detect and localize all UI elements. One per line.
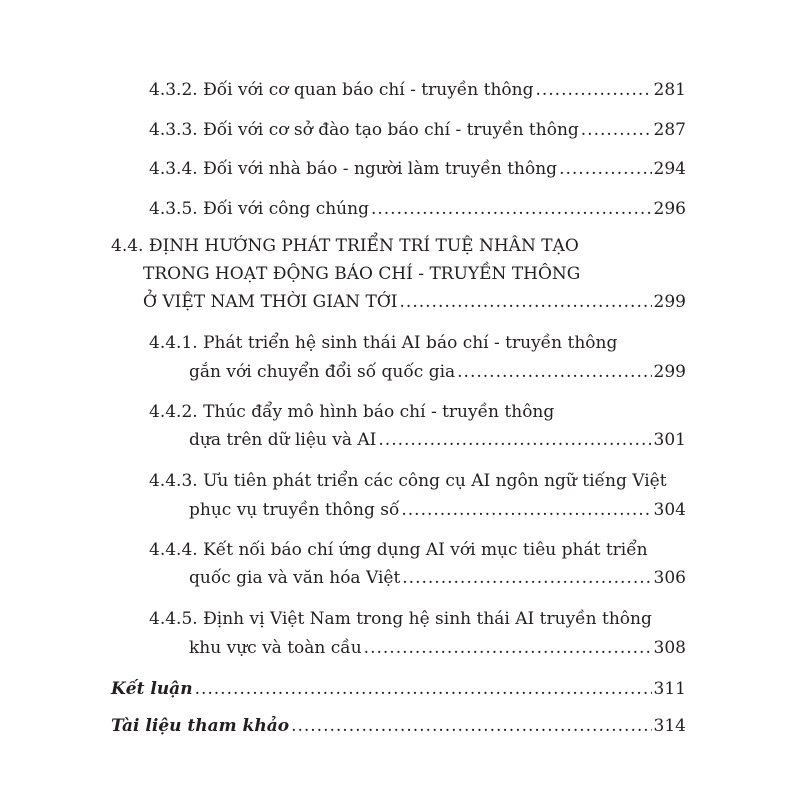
page-number: 301	[653, 430, 686, 450]
toc-entry-4-4-3-line1	[149, 469, 667, 493]
entry-title: Ở VIỆT NAM THỜI GIAN TỚI	[143, 292, 398, 312]
page-number: 304	[653, 500, 686, 520]
dot-leader	[535, 78, 651, 102]
page-number: 311	[653, 679, 686, 699]
page-number: 308	[653, 638, 686, 658]
page-number: 294	[653, 159, 686, 179]
page-number: 296	[653, 199, 686, 219]
dot-leader	[581, 118, 652, 142]
toc-entry-4-4-1-line2	[189, 360, 686, 384]
page-number: 287	[653, 120, 686, 140]
entry-title: 4.3.5. Đối với công chúng	[149, 199, 369, 219]
toc-entry-4-4-line2	[143, 262, 580, 286]
toc-entry-4-4-2-line2	[189, 428, 686, 452]
entry-title: 4.4.3. Ưu tiên phát triển các công cụ AI ngôn ngữ tiếng Việt	[149, 471, 667, 491]
entry-title: 4.3.2. Đối với cơ quan báo chí - truyền thông	[149, 80, 534, 100]
entry-title: Tài liệu tham khảo	[111, 716, 290, 736]
page-number: 306	[653, 568, 686, 588]
page-number: 299	[653, 362, 686, 382]
dot-leader	[371, 197, 652, 221]
entry-title: 4.3.4. Đối với nhà báo - người làm truyền thông	[149, 159, 558, 179]
toc-entry-4-3-3	[149, 118, 686, 142]
entry-title: dựa trên dữ liệu và AI	[189, 430, 377, 450]
dot-leader	[401, 498, 651, 522]
toc-entry-4-4-3-line2	[189, 498, 686, 522]
entry-title: phục vụ truyền thông số	[189, 500, 400, 520]
entry-title: 4.3.3. Đối với cơ sở đào tạo báo chí - truyền thông	[149, 120, 579, 140]
dot-leader	[400, 290, 652, 314]
dot-leader	[457, 360, 651, 384]
toc-entry-4-4-1-line1	[149, 331, 617, 355]
toc-entry-4-4-4-line2	[189, 566, 686, 590]
entry-title: gắn với chuyển đổi số quốc gia	[189, 362, 456, 382]
dot-leader	[291, 714, 651, 738]
toc-entry-conclusion	[111, 677, 686, 701]
page-number: 299	[653, 292, 686, 312]
toc-entry-4-3-4	[149, 157, 686, 181]
toc-entry-4-4-2-line1	[149, 400, 554, 424]
dot-leader	[195, 677, 652, 701]
entry-title: Kết luận	[111, 679, 193, 699]
toc-entry-4-4-4-line1	[149, 538, 648, 562]
entry-title: 4.4.4. Kết nối báo chí ứng dụng AI với mục tiêu phát triển	[149, 540, 648, 560]
dot-leader	[364, 636, 652, 660]
toc-entry-4-3-2	[149, 78, 686, 102]
entry-title: 4.4. ĐỊNH HƯỚNG PHÁT TRIỂN TRÍ TUỆ NHÂN TẠO	[111, 236, 579, 256]
toc-entry-references	[111, 714, 686, 738]
entry-title: quốc gia và văn hóa Việt	[189, 568, 401, 588]
toc-entry-4-4-line1	[111, 234, 579, 258]
toc-entry-4-4-line3	[143, 290, 686, 314]
toc-entry-4-3-5	[149, 197, 686, 221]
dot-leader	[402, 566, 651, 590]
toc-entry-4-4-5-line2	[189, 636, 686, 660]
dot-leader	[378, 428, 651, 452]
toc-entry-4-4-5-line1	[149, 607, 652, 631]
entry-title: 4.4.2. Thúc đẩy mô hình báo chí - truyền thông	[149, 402, 555, 422]
entry-title: TRONG HOẠT ĐỘNG BÁO CHÍ - TRUYỀN THÔNG	[143, 264, 581, 284]
page-number: 314	[653, 716, 686, 736]
entry-title: khu vực và toàn cầu	[189, 638, 362, 658]
entry-title: 4.4.5. Định vị Việt Nam trong hệ sinh thái AI truyền thông	[149, 609, 652, 629]
dot-leader	[559, 157, 651, 181]
page-number: 281	[653, 80, 686, 100]
entry-title: 4.4.1. Phát triển hệ sinh thái AI báo chí - truyền thông	[149, 333, 618, 353]
